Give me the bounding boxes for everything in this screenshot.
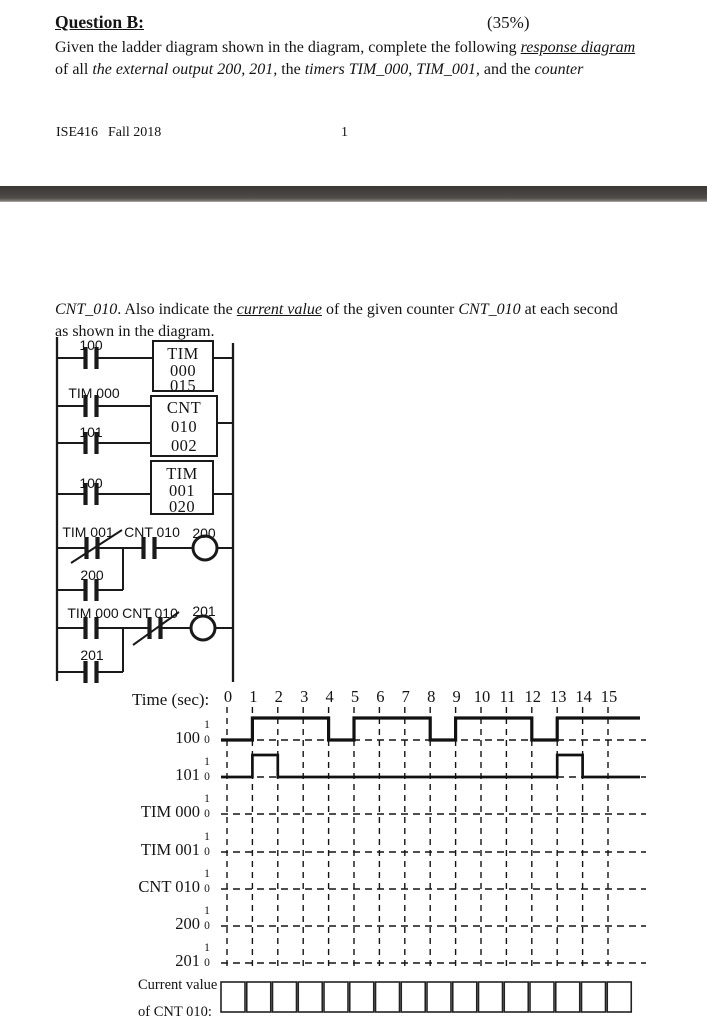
time-tick-label: 5 (350, 687, 360, 706)
time-tick-label: 1 (249, 687, 258, 706)
time-tick-label: 2 (274, 687, 283, 706)
time-tick-label: 13 (549, 687, 567, 706)
contact-label: TIM 000 (68, 385, 120, 401)
timing-diagram (138, 687, 646, 971)
cnt-current-value-box (504, 982, 528, 1012)
contact-label: TIM 000 (67, 605, 119, 621)
signal-row-label: 100 (175, 728, 200, 747)
tim000-line2: 000 (170, 361, 196, 380)
time-tick-label: 3 (300, 687, 309, 706)
no-contact-cnt010 (144, 537, 155, 559)
intro-seg: and the (479, 60, 535, 78)
contact-label: 201 (80, 647, 104, 663)
contact-label: 101 (79, 424, 103, 440)
cont-emphasis: current value (236, 301, 322, 318)
contact-label: 100 (79, 337, 103, 353)
footer-term: Fall 2018 (108, 125, 162, 140)
signal-row-label: 201 (175, 951, 200, 970)
cnt-current-value-box (273, 982, 297, 1012)
level-0-label: 0 (204, 734, 210, 746)
cnt010-line2: 010 (171, 417, 197, 436)
intro-seg: the (277, 60, 305, 78)
cnt-current-value-box (530, 982, 554, 1012)
level-0-label: 0 (204, 771, 210, 783)
level-0-label: 0 (204, 846, 210, 858)
level-1-label: 1 (204, 756, 210, 768)
tim001-line1: TIM (166, 464, 198, 483)
signal-row-label: TIM 000 (140, 802, 200, 821)
intro-text: Given the ladder diagram shown in the diagram, complete the following (55, 39, 521, 56)
cnt010-line1: CNT (166, 398, 202, 417)
level-0-label: 0 (204, 808, 210, 820)
cnt-current-value-box (298, 982, 322, 1012)
time-tick-label: 0 (223, 687, 233, 706)
level-1-label: 1 (204, 719, 210, 731)
time-tick-label: 12 (524, 687, 542, 706)
time-tick-label: 15 (600, 687, 618, 706)
cnt-current-value-box (401, 982, 425, 1012)
cont-seg-italic: CNT_010 (458, 301, 521, 318)
cnt-current-value-box (556, 982, 580, 1012)
cnt-current-value-box (582, 982, 606, 1012)
signal-row-label: CNT 010 (138, 877, 200, 896)
signal-row-label: 200 (175, 914, 200, 933)
cnt-current-value-box (376, 982, 400, 1012)
tim001-line3: 020 (169, 497, 195, 516)
footer-page-number: 1 (341, 125, 348, 140)
intro-seg: of all (55, 60, 93, 78)
tim000-line1: TIM (167, 344, 199, 363)
intro-emphasis: response diagram (520, 39, 636, 56)
contact-label: TIM 001 (62, 524, 114, 540)
ladder-diagram (57, 337, 233, 683)
output-coil-201 (191, 616, 215, 640)
time-axis-label: Time (sec): (132, 690, 210, 709)
level-1-label: 1 (204, 905, 210, 917)
time-tick-label: 4 (325, 687, 334, 706)
current-value-label-line1: Current value (138, 977, 218, 993)
current-value-label-line2: of CNT 010: (138, 1004, 212, 1020)
cnt-current-value-box (607, 982, 631, 1012)
contact-label: 200 (80, 567, 104, 583)
cont-seg: at each second (520, 301, 618, 318)
question-points: (35%) (487, 13, 530, 32)
time-tick-label: 14 (575, 687, 592, 706)
cont-seg: . Also indicate the (117, 301, 237, 318)
waveform-100 (221, 718, 640, 740)
continuation-line-2: as shown in the diagram. (55, 322, 215, 340)
intro-seg-italic: counter (534, 60, 584, 78)
coil-label: 200 (192, 525, 216, 541)
time-tick-label: 8 (427, 687, 436, 706)
level-1-label: 1 (204, 942, 210, 954)
coil-label: 201 (192, 603, 216, 619)
cont-seg-italic: CNT_010 (55, 301, 118, 318)
level-1-label: 1 (204, 831, 210, 843)
cnt-current-value-box (479, 982, 503, 1012)
time-tick-label: 10 (473, 687, 491, 706)
cont-seg: of the given counter (321, 301, 459, 318)
tim001-line2: 001 (169, 481, 195, 500)
contact-label: CNT 010 (122, 605, 178, 621)
cnt-current-value-boxes (221, 982, 631, 1012)
signal-row-label: TIM 001 (140, 840, 200, 859)
time-tick-label: 9 (452, 687, 461, 706)
contact-label: 100 (79, 475, 103, 491)
cnt-current-value-box (453, 982, 477, 1012)
cnt-current-value-box (427, 982, 451, 1012)
time-tick-label: 6 (376, 687, 385, 706)
signal-row-label: 101 (175, 765, 200, 784)
intro-seg-italic: the external output 200, 201, (92, 60, 278, 78)
no-contact-201 (86, 661, 97, 683)
footer-course-code: ISE416 (56, 125, 98, 140)
level-0-label: 0 (204, 883, 210, 895)
contact-label: CNT 010 (124, 524, 180, 540)
intro-seg-italic: timers TIM_000, TIM_001, (304, 60, 480, 78)
time-tick-label: 11 (499, 687, 516, 706)
level-0-label: 0 (204, 920, 210, 932)
level-0-label: 0 (204, 957, 210, 969)
level-1-label: 1 (204, 868, 210, 880)
cnt-current-value-box (221, 982, 245, 1012)
time-tick-label: 7 (401, 687, 410, 706)
cnt-current-value-box (324, 982, 348, 1012)
cnt-current-value-box (350, 982, 374, 1012)
question-title: Question B: (55, 12, 144, 32)
cnt-current-value-box (247, 982, 271, 1012)
level-1-label: 1 (204, 793, 210, 805)
cnt010-line3: 002 (171, 436, 197, 455)
tim000-line3: 015 (170, 376, 196, 395)
